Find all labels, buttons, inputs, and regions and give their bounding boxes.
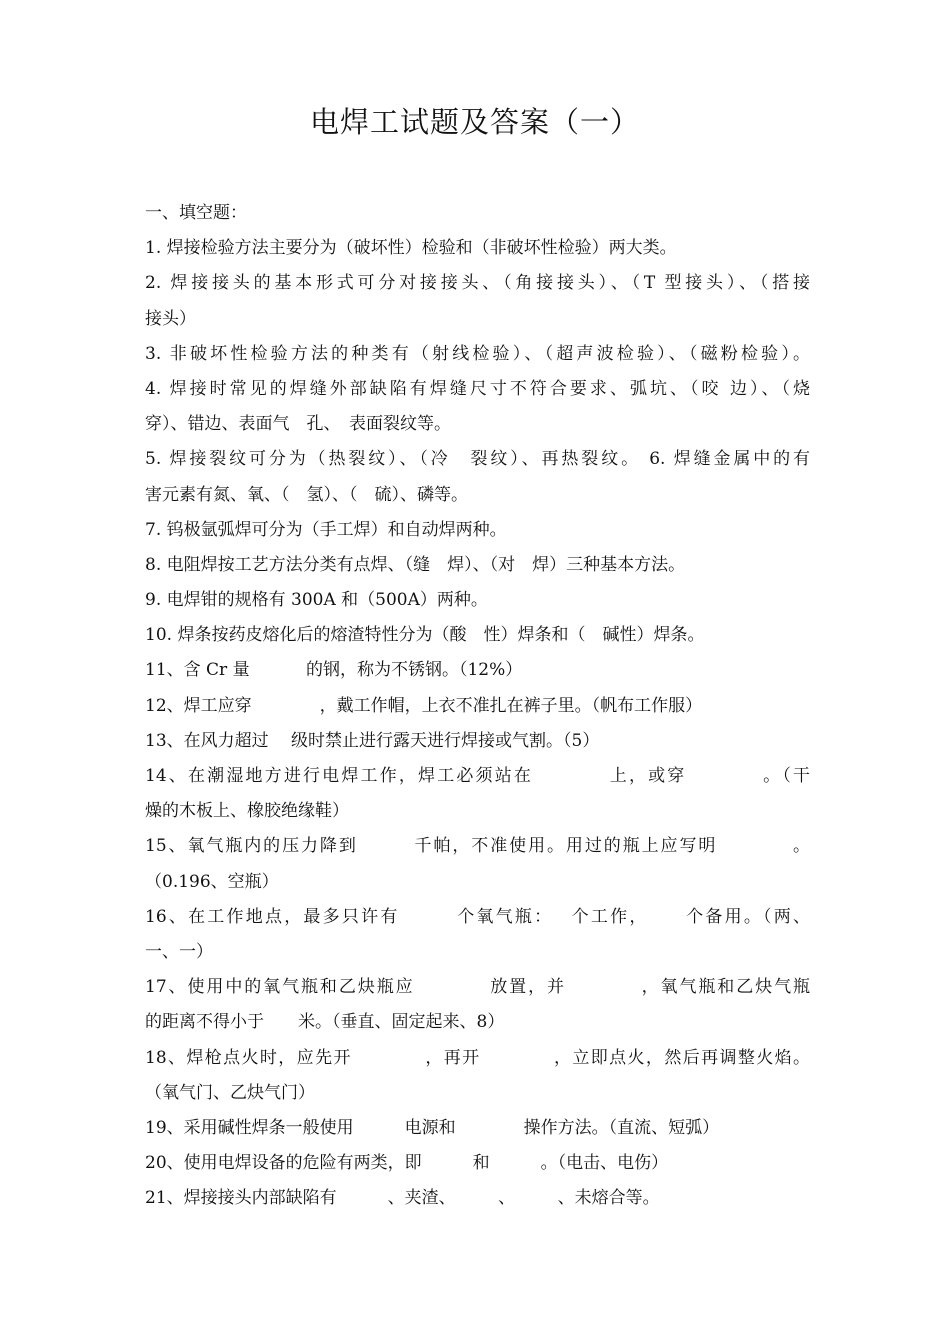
text-line: 21、焊接接头内部缺陷有 、夹渣、 、 、未熔合等。 bbox=[145, 1188, 660, 1209]
text-line: 10. 焊条按药皮熔化后的熔渣特性分为（酸 性）焊条和（ 碱性）焊条。 bbox=[145, 625, 705, 646]
text-line: 一、填空题： bbox=[145, 203, 247, 223]
text-line: 18、焊枪点火时，应先开 ，再开 ，立即点火，然后再调整火焰。 bbox=[145, 1047, 810, 1068]
text-line: 16、在工作地点，最多只许有 个氧气瓶： 个工作， 个备用。（两、 bbox=[145, 906, 810, 927]
text-line: 17、使用中的氧气瓶和乙炔瓶应 放置，并 ，氧气瓶和乙炔气瓶 bbox=[145, 977, 810, 998]
text-line: 11、含 Cr 量 的钢，称为不锈钢。（12%） bbox=[145, 660, 523, 681]
text-line: 1. 焊接检验方法主要分为（破坏性）检验和（非破坏性检验）两大类。 bbox=[145, 238, 677, 259]
text-line: 7. 钨极氩弧焊可分为（手工焊）和自动焊两种。 bbox=[145, 519, 507, 540]
text-line: 一、一） bbox=[145, 941, 213, 962]
text-line: 5. 焊接裂纹可分为（热裂纹）、（冷 裂纹）、再热裂纹。 6. 焊缝金属中的有 bbox=[145, 449, 810, 470]
document-title: 电焊工试题及答案（一） bbox=[309, 105, 640, 139]
document-body bbox=[145, 196, 810, 1216]
text-line: 8. 电阻焊按工艺方法分类有点焊、（缝 焊）、（对 焊）三种基本方法。 bbox=[145, 554, 686, 575]
text-line: 19、采用碱性焊条一般使用 电源和 操作方法。（直流、短弧） bbox=[145, 1117, 720, 1138]
text-line: 3. 非破坏性检验方法的种类有（射线检验）、（超声波检验）、（磁粉检验）。 bbox=[145, 343, 810, 364]
text-line: 燥的木板上、橡胶绝缘鞋） bbox=[145, 801, 349, 822]
text-line: （0.196、空瓶） bbox=[145, 871, 279, 892]
text-line: 的距离不得小于 米。（垂直、固定起来、8） bbox=[145, 1012, 505, 1033]
text-line: 20、使用电焊设备的危险有两类，即 和 。（电击、电伤） bbox=[145, 1153, 669, 1174]
text-line: 12、焊工应穿 ，戴工作帽，上衣不准扎在裤子里。（帆布工作服） bbox=[145, 695, 703, 716]
text-line: （氧气门、乙炔气门） bbox=[145, 1082, 315, 1103]
text-line: 14、在潮湿地方进行电焊工作，焊工必须站在 上，或穿 。（干 bbox=[145, 766, 810, 786]
text-line: 13、在风力超过 级时禁止进行露天进行焊接或气割。（5） bbox=[145, 730, 600, 751]
text-line: 15、氧气瓶内的压力降到 千帕，不准使用。用过的瓶上应写明 。 bbox=[145, 836, 810, 857]
text-line: 2. 焊接接头的基本形式可分对接接头、（角接接头）、（T 型接头）、（搭接 bbox=[145, 273, 810, 294]
text-line: 接头） bbox=[145, 308, 196, 329]
text-line: 9. 电焊钳的规格有 300A 和（500A）两种。 bbox=[145, 590, 488, 611]
text-line: 害元素有氮、氧、（ 氢）、（ 硫）、磷等。 bbox=[145, 484, 468, 505]
text-line: 穿）、错边、表面气 孔、 表面裂纹等。 bbox=[145, 414, 451, 435]
text-line: 4. 焊接时常见的焊缝外部缺陷有焊缝尺寸不符合要求、弧坑、（咬 边）、（烧 bbox=[145, 378, 810, 399]
